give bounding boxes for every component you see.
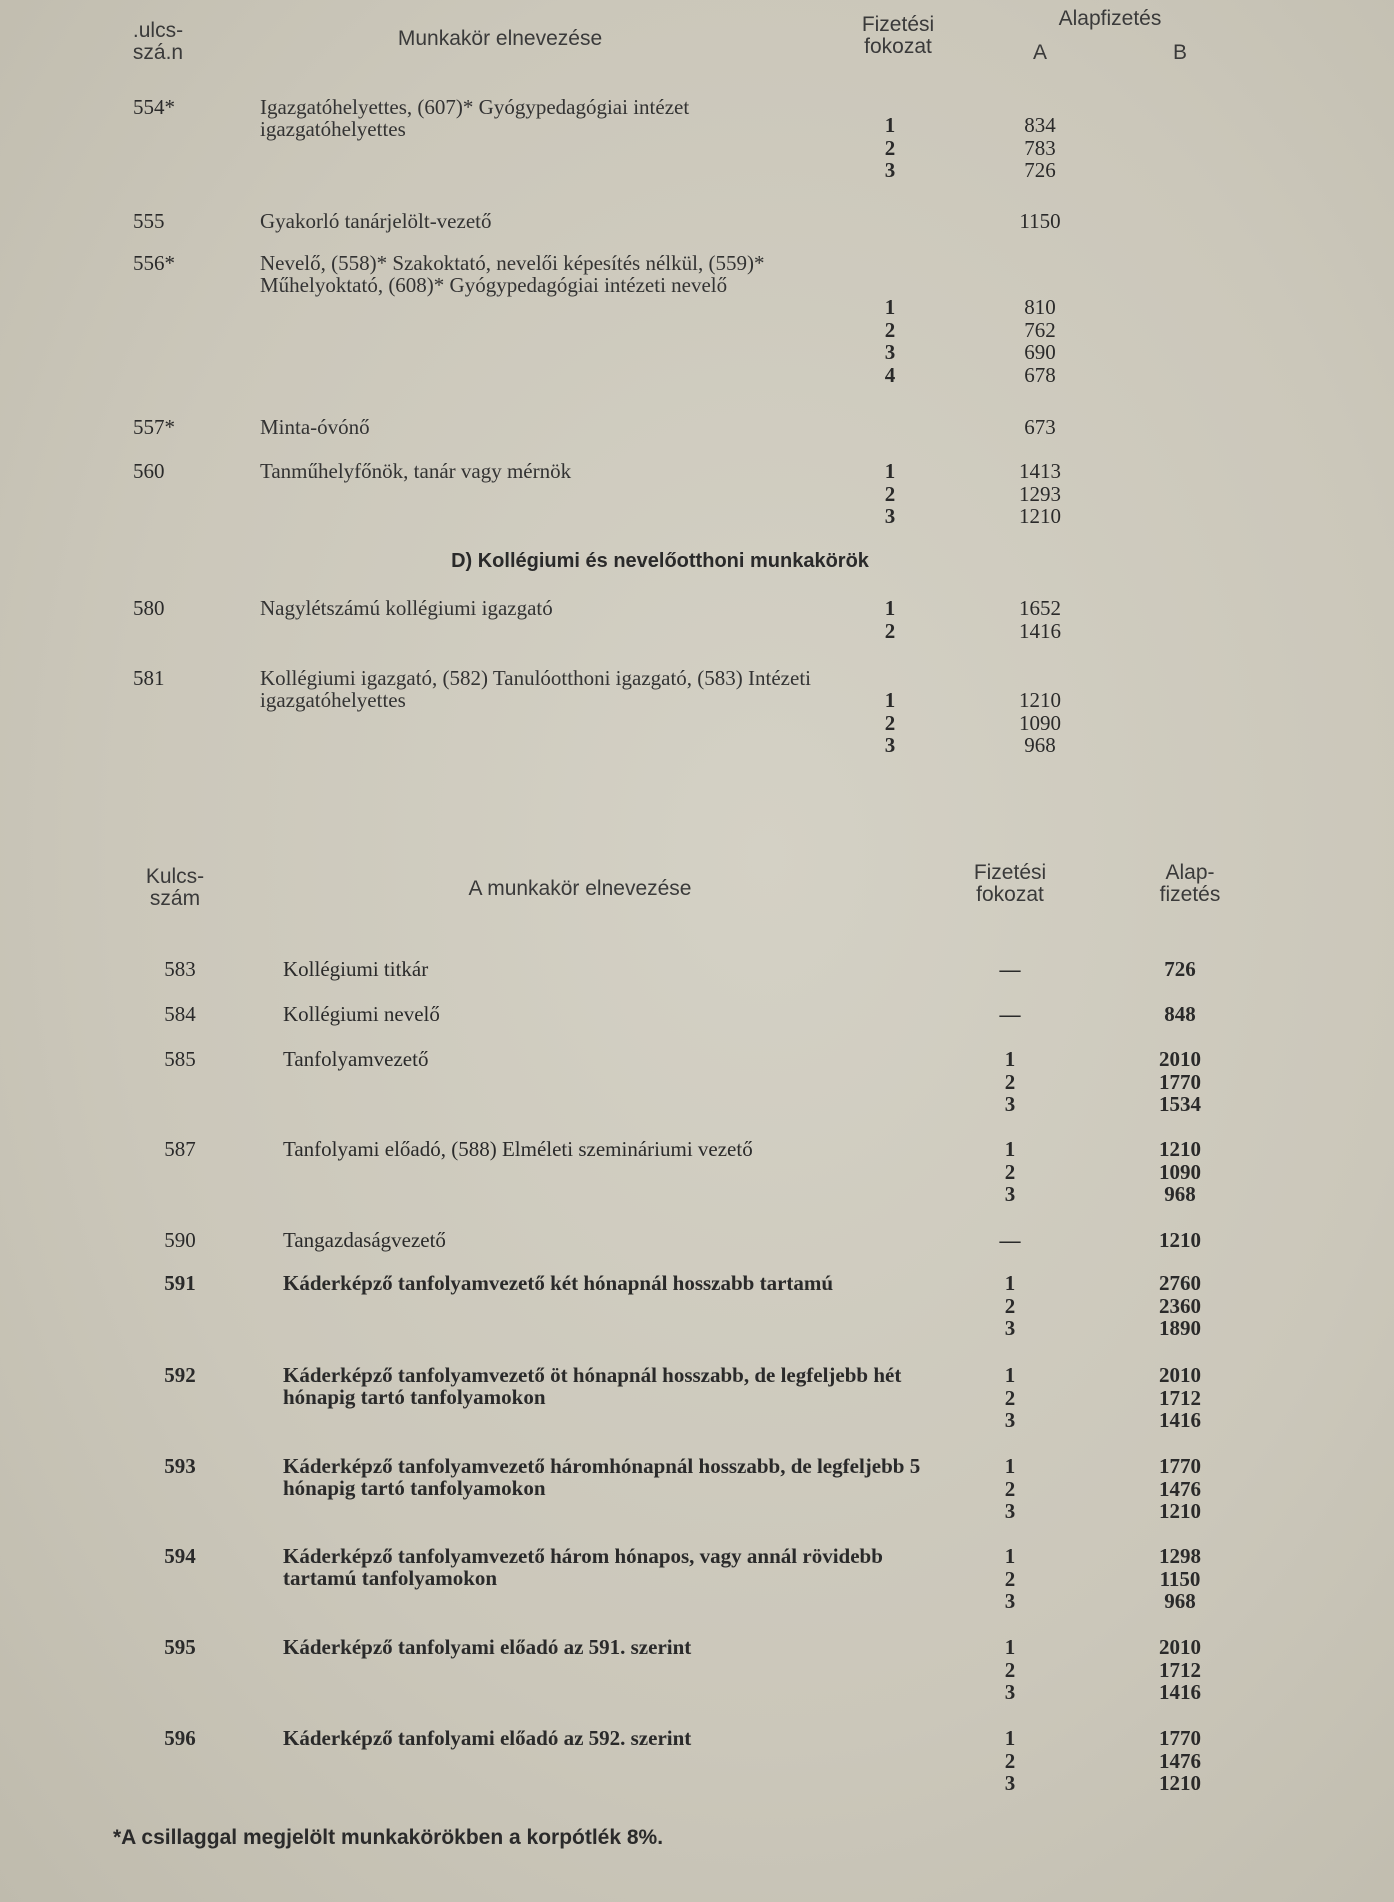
salary: 726 <box>1164 957 1196 981</box>
t2-header-key-line2: szám <box>149 887 201 910</box>
salary: 1416 <box>1159 1680 1201 1705</box>
row-key: 587 <box>164 1137 196 1161</box>
t2-header-name: A munkakör elnevezése <box>468 877 692 900</box>
row-salaries <box>1140 1048 1220 1116</box>
grade: — <box>999 1228 1021 1252</box>
grade: 2 <box>1004 1748 1016 1773</box>
grade: 2 <box>1004 1476 1016 1501</box>
salary: 1890 <box>1159 1316 1201 1341</box>
row-name: Káderképző tanfolyami előadó az 591. szerint <box>283 1635 692 1659</box>
grade: 3 <box>1004 1182 1016 1207</box>
grade: 3 <box>1004 1408 1016 1433</box>
row-salaries <box>1140 1727 1220 1795</box>
salary: 1150 <box>1159 1566 1201 1591</box>
row-name: Kollégiumi titkár <box>283 957 429 981</box>
row-grades <box>870 460 910 528</box>
grade: 2 <box>884 618 896 643</box>
grade: 3 <box>1004 1589 1016 1614</box>
row-name: Tanműhelyfőnök, tanár vagy mérnök <box>260 459 572 483</box>
t2-header-grade <box>960 862 1060 906</box>
section-heading: D) Kollégiumi és nevelőotthoni munkakörök <box>451 550 869 572</box>
salary: 1770 <box>1159 1454 1201 1478</box>
row-key: 581 <box>133 666 165 690</box>
row-grades <box>990 1636 1030 1704</box>
salary: 810 <box>1024 295 1056 319</box>
row-grades <box>990 1727 1030 1795</box>
t2-header-key-line1: Kulcs- <box>145 865 205 888</box>
row-name: Káderképző tanfolyamvezető öt hónapnál hosszabb, de legfeljebb hét hónapig tartó tanfolyamokon <box>283 1363 902 1409</box>
grade: 2 <box>884 710 896 735</box>
salary: 1712 <box>1159 1657 1201 1682</box>
grade: 1 <box>1004 1047 1016 1071</box>
salary: 2010 <box>1159 1047 1201 1071</box>
row-salaries <box>1140 1636 1220 1704</box>
row-name: Káderképző tanfolyami előadó az 592. szerint <box>283 1726 692 1750</box>
salary: 1770 <box>1159 1069 1201 1094</box>
row-key: 585 <box>164 1047 196 1071</box>
row-key: 594 <box>164 1544 196 1568</box>
grade: 1 <box>1004 1544 1016 1568</box>
salary: 2360 <box>1159 1293 1201 1318</box>
row-key: 554* <box>133 95 175 119</box>
row-grades <box>870 296 910 386</box>
salary: 2010 <box>1159 1363 1201 1387</box>
grade: 2 <box>884 481 896 506</box>
row-salaries <box>1140 1545 1220 1613</box>
row-name: Minta-óvónő <box>260 415 370 439</box>
row-key: 556* <box>133 251 175 275</box>
grade: 1 <box>1004 1363 1016 1387</box>
row-name: Kollégiumi igazgató, (582) Tanulóotthoni igazgató, (583) Intézeti igazgatóhelyettes <box>260 666 811 712</box>
grade: 1 <box>884 295 896 319</box>
salary: 783 <box>1024 135 1056 160</box>
row-grades <box>870 689 910 757</box>
grade: 1 <box>1004 1454 1016 1478</box>
t1-header-salary: Alapfizetés <box>1058 7 1162 30</box>
row-name: Tangazdaságvezető <box>283 1228 446 1252</box>
salary: 1712 <box>1159 1385 1201 1410</box>
t2-header-salary <box>1140 862 1240 906</box>
salary: 1150 <box>1019 209 1061 233</box>
row-key: 593 <box>164 1454 196 1478</box>
salary: 726 <box>1024 158 1056 183</box>
grade: 1 <box>884 459 896 483</box>
grade: — <box>999 1002 1021 1026</box>
salary: 1090 <box>1159 1159 1201 1184</box>
row-key: 583 <box>164 957 196 981</box>
row-name: Nagylétszámú kollégiumi igazgató <box>260 596 553 620</box>
grade: 3 <box>1004 1499 1016 1524</box>
grade: 2 <box>1004 1385 1016 1410</box>
t1-header-key <box>128 20 188 64</box>
salary: 2760 <box>1159 1271 1201 1295</box>
row-key: 592 <box>164 1363 196 1387</box>
row-salaries <box>1140 1364 1220 1432</box>
row-key: 591 <box>164 1271 196 1295</box>
t1-header-key-line2: szá.n <box>132 41 184 64</box>
row-key: 560 <box>133 459 165 483</box>
salary: 1652 <box>1019 596 1061 620</box>
row-name: Káderképző tanfolyamvezető három hónapos, vagy annál rövidebb tartamú tanfolyamokon <box>283 1544 883 1590</box>
salary: 968 <box>1164 1589 1196 1614</box>
row-name: Káderképző tanfolyamvezető két hónapnál hosszabb tartamú <box>283 1271 834 1295</box>
grade: 3 <box>1004 1092 1016 1117</box>
row-grades <box>990 1545 1030 1613</box>
grade: 3 <box>1004 1316 1016 1341</box>
grade: 1 <box>1004 1137 1016 1161</box>
t1-header-col-a: A <box>1032 41 1047 64</box>
t1-header-key-line1: .ulcs- <box>132 19 184 42</box>
row-name: Tanfolyami előadó, (588) Elméleti szemináriumi vezető <box>283 1137 753 1161</box>
row-name: Gyakorló tanárjelölt-vezető <box>260 209 492 233</box>
salary: 1534 <box>1159 1092 1201 1117</box>
row-salaries <box>1140 1455 1220 1523</box>
row-grades <box>990 1364 1030 1432</box>
row-name: Kollégiumi nevelő <box>283 1002 440 1026</box>
footnote: *A csillaggal megjelölt munkakörökben a korpótlék 8%. <box>113 1826 664 1849</box>
grade: 1 <box>1004 1635 1016 1659</box>
t1-header-grade-line1: Fizetési <box>861 13 935 36</box>
grade: 1 <box>884 113 896 137</box>
row-grades <box>990 1272 1030 1340</box>
grade: — <box>999 957 1021 981</box>
row-salaries <box>1000 114 1080 182</box>
row-key: 580 <box>133 596 165 620</box>
row-name: Nevelő, (558)* Szakoktató, nevelői képesítés nélkül, (559)* Műhelyoktató, (608)* Gyógypedagógiai intézeti nevelő <box>260 251 765 297</box>
salary: 1210 <box>1159 1771 1201 1796</box>
grade: 1 <box>1004 1271 1016 1295</box>
t1-header-grade-line2: fokozat <box>864 35 932 58</box>
salary: 848 <box>1164 1002 1196 1026</box>
row-name: Káderképző tanfolyamvezető háromhónapnál hosszabb, de legfeljebb 5 hónapig tartó tanfolyamokon <box>283 1454 921 1500</box>
grade: 2 <box>1004 1069 1016 1094</box>
row-grades <box>870 597 910 642</box>
grade: 3 <box>1004 1680 1016 1705</box>
salary: 834 <box>1024 113 1056 137</box>
salary: 1476 <box>1159 1476 1201 1501</box>
row-key: 557* <box>133 415 175 439</box>
t1-header-col-b: B <box>1172 41 1187 64</box>
row-name: Tanfolyamvezető <box>283 1047 429 1071</box>
grade: 3 <box>884 158 896 183</box>
grade: 1 <box>884 596 896 620</box>
grade: 2 <box>884 317 896 342</box>
salary: 968 <box>1024 733 1056 758</box>
t2-header-grade-line1: Fizetési <box>973 861 1047 884</box>
salary: 1210 <box>1019 688 1061 712</box>
row-salaries <box>1140 1272 1220 1340</box>
row-grades <box>990 1048 1030 1116</box>
row-name: Igazgatóhelyettes, (607)* Gyógypedagógiai intézet igazgatóhelyettes <box>260 95 690 141</box>
row-salaries <box>1140 1138 1220 1206</box>
grade: 1 <box>884 688 896 712</box>
row-key: 555 <box>133 209 165 233</box>
salary: 1210 <box>1159 1499 1201 1524</box>
salary: 678 <box>1024 362 1056 387</box>
row-key: 595 <box>164 1635 196 1659</box>
row-key: 596 <box>164 1726 196 1750</box>
t2-header-salary-line1: Alap- <box>1165 861 1215 884</box>
t2-header-salary-line2: fizetés <box>1159 883 1221 906</box>
row-key: 590 <box>164 1228 196 1252</box>
salary: 1416 <box>1159 1408 1201 1433</box>
salary: 968 <box>1164 1182 1196 1207</box>
grade: 2 <box>1004 1159 1016 1184</box>
grade: 3 <box>1004 1771 1016 1796</box>
salary: 1770 <box>1159 1726 1201 1750</box>
salary: 1210 <box>1019 504 1061 529</box>
row-grades <box>990 1138 1030 1206</box>
t2-header-key <box>135 866 215 910</box>
salary: 1298 <box>1159 1544 1201 1568</box>
row-key: 584 <box>164 1002 196 1026</box>
grade: 3 <box>884 340 896 365</box>
grade: 2 <box>1004 1566 1016 1591</box>
row-grades <box>990 1455 1030 1523</box>
salary: 1293 <box>1019 481 1061 506</box>
salary: 1413 <box>1019 459 1061 483</box>
grade: 1 <box>1004 1726 1016 1750</box>
grade: 3 <box>884 504 896 529</box>
salary: 1210 <box>1159 1228 1201 1252</box>
salary: 1210 <box>1159 1137 1201 1161</box>
salary: 762 <box>1024 317 1056 342</box>
salary: 1090 <box>1019 710 1061 735</box>
row-salaries <box>1000 597 1080 642</box>
grade: 2 <box>1004 1657 1016 1682</box>
t1-header-name: Munkakör elnevezése <box>397 27 603 50</box>
t2-header-grade-line2: fokozat <box>976 883 1044 906</box>
grade: 4 <box>884 362 896 387</box>
row-salaries <box>1000 689 1080 757</box>
row-salaries <box>1000 460 1080 528</box>
grade: 2 <box>884 135 896 160</box>
t1-header-grade <box>848 14 948 58</box>
row-grades <box>870 114 910 182</box>
salary: 2010 <box>1159 1635 1201 1659</box>
salary: 690 <box>1024 340 1056 365</box>
grade: 3 <box>884 733 896 758</box>
salary: 673 <box>1024 415 1056 439</box>
salary: 1476 <box>1159 1748 1201 1773</box>
salary: 1416 <box>1019 618 1061 643</box>
row-salaries <box>1000 296 1080 386</box>
grade: 2 <box>1004 1293 1016 1318</box>
